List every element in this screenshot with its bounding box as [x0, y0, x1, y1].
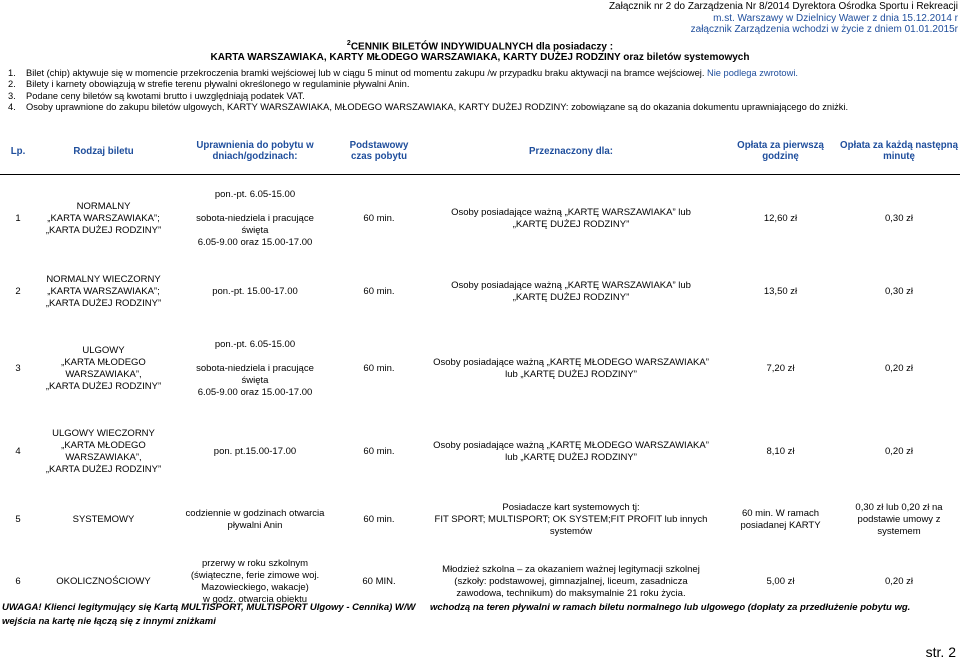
cell-intended-for-line: lub „KARTĘ DUŻEJ RODZINY” — [505, 451, 637, 463]
cell-first-hour: 13,50 zł — [763, 286, 798, 297]
cell-basic-time: 60 min. — [363, 213, 395, 224]
cell-ticket-type-line: ULGOWY WIECZORNY — [52, 427, 155, 439]
cell-next-minute: 0,20 zł — [885, 362, 913, 374]
cell-ticket-type-line: „KARTA MŁODEGO — [61, 439, 146, 451]
cell-ticket-type-line: WARSZAWIAKA”, — [65, 368, 142, 380]
note-number: 3. — [8, 90, 16, 101]
cell-ticket-type-line: NORMALNY WIECZORNY — [46, 274, 161, 285]
cell-ticket-type-line: SYSTEMOWY — [72, 514, 135, 525]
header-intended-for: Przeznaczony dla: — [419, 128, 723, 175]
cell-rights-line: pon.-pt. 6.05-15.00 — [214, 338, 296, 350]
cell-first-hour: 7,20 zł — [766, 362, 795, 374]
header-first-hour: Opłata za pierwszą godzinę — [723, 128, 838, 175]
cell-intended-for-line: Osoby posiadające ważną „KARTĘ WARSZAWIAKA” lub — [451, 280, 691, 291]
note-text — [26, 79, 409, 90]
cell-rights-line: (świąteczne, ferie zimowe woj. — [190, 570, 320, 581]
cell-intended-for — [419, 263, 723, 321]
cell-intended-for-line: lub „KARTĘ DUŻEJ RODZINY” — [505, 368, 637, 380]
table-row — [0, 416, 960, 487]
cell-rights — [171, 416, 339, 487]
notes-list — [8, 68, 958, 113]
note-number: 2. — [8, 79, 16, 90]
cell-intended-for — [419, 487, 723, 553]
cell-rights-line: święta — [241, 225, 269, 236]
cell-first-hour: 60 min. W ramach posiadanej KARTY — [740, 508, 821, 531]
cell-next-minute: 0,20 zł — [885, 576, 913, 587]
cell-intended-for-line: (szkoły: podstawowej, gimnazjalnej, liceum, zasadnicza — [454, 576, 688, 587]
cell-ticket-type — [36, 263, 171, 321]
cell-rights-line: Mazowieckiego, wakacje) — [201, 582, 309, 593]
cell-ticket-type-line: „KARTA WARSZAWIAKA”; — [47, 286, 160, 297]
note-main-text: Osoby uprawnione do zakupu biletów ulgowych, KARTY WARSZAWIAKA, MŁODEGO WARSZAWIAKA, KARTY DUŻEJ RODZINY: zobowiązane są do okazania dokumentu uprawniającego do zniżki. — [26, 101, 849, 112]
cell-basic-time: 60 MIN. — [362, 576, 396, 587]
cell-lp: 3 — [15, 362, 21, 374]
cell-rights-line: sobota-niedziela i pracujące — [196, 362, 314, 374]
cell-rights-line — [173, 201, 337, 213]
document-subtitle: KARTA WARSZAWIAKA, KARTY MŁODEGO WARSZAWIAKA, KARTY DUŻEJ RODZINY oraz biletów systemowych — [210, 52, 750, 63]
cell-first-hour: 5,00 zł — [766, 576, 795, 587]
cell-lp: 6 — [15, 576, 21, 587]
note-number: 4. — [8, 101, 16, 112]
cell-first-hour: 8,10 zł — [766, 445, 795, 457]
cell-ticket-type-line: „KARTA DUŻEJ RODZINY” — [45, 380, 162, 392]
cell-ticket-type-line: NORMALNY — [76, 201, 131, 212]
cell-basic-time: 60 min. — [363, 445, 395, 457]
cell-intended-for-line: Osoby posiadające ważną „KARTĘ WARSZAWIAKA” lub — [451, 207, 691, 218]
header-line-2: m.st. Warszawy w Dzielnicy Wawer z dnia 15.12.2014 r — [713, 12, 958, 24]
cell-intended-for-line: „KARTĘ DUŻEJ RODZINY” — [512, 219, 630, 230]
cell-rights — [171, 175, 339, 264]
cell-ticket-type-line: „KARTA DUŻEJ RODZINY” — [45, 225, 162, 236]
cell-next-minute: 0,20 zł — [885, 445, 913, 457]
cell-ticket-type-line: „KARTA MŁODEGO — [61, 356, 146, 368]
cell-ticket-type — [36, 487, 171, 553]
cell-intended-for — [419, 416, 723, 487]
cell-rights — [171, 263, 339, 321]
cell-rights-line: 6.05-9.00 oraz 15.00-17.00 — [197, 386, 313, 398]
header-next-minute: Opłata za każdą następną minutę — [838, 128, 960, 175]
cell-ticket-type — [36, 175, 171, 264]
note-item — [8, 68, 958, 79]
cell-rights-line: pon. pt.15.00-17.00 — [213, 445, 297, 457]
cell-next-minute: 0,30 zł — [885, 213, 913, 224]
cell-rights-line: codziennie w godzinach otwarcia — [185, 508, 325, 519]
cell-ticket-type — [36, 321, 171, 416]
footer-right: wchodzą na teren pływalni w ramach biletu normalnego lub ulgowego (dopłaty za przedłużenie pobytu wg. — [430, 602, 911, 613]
cell-intended-for-line: Młodzież szkolna – za okazaniem ważnej legitymacji szkolnej — [442, 564, 700, 575]
header-line-3: załącznik Zarządzenia wchodzi w życie z dniem 01.01.2015r — [690, 24, 958, 35]
cell-ticket-type — [36, 416, 171, 487]
cell-intended-for-line: Osoby posiadające ważną „KARTĘ MŁODEGO WARSZAWIAKA” — [433, 439, 709, 451]
document-title — [0, 40, 960, 52]
cell-rights-line — [173, 351, 337, 363]
cell-rights-line: święta — [241, 374, 269, 386]
header-lp: Lp. — [0, 128, 36, 175]
header-ticket-type: Rodzaj biletu — [36, 128, 171, 175]
cell-basic-time: 60 min. — [363, 514, 395, 525]
cell-ticket-type-line: OKOLICZNOŚCIOWY — [56, 576, 151, 587]
note-item — [8, 102, 958, 113]
document-header — [609, 1, 958, 36]
title-superscript: 2 — [346, 40, 351, 47]
cell-rights-line: pływalni Anin — [227, 520, 283, 531]
cell-ticket-type-line: „KARTA DUŻEJ RODZINY” — [45, 463, 162, 475]
cell-rights-line: sobota-niedziela i pracujące — [196, 213, 314, 224]
title-line-1: CENNIK BILETÓW INDYWIDUALNYCH dla posiadaczy : — [350, 41, 614, 53]
note-text — [26, 102, 848, 113]
note-number: 1. — [8, 68, 16, 78]
table-header-row — [0, 128, 960, 175]
cell-rights-line: przerwy w roku szkolnym — [201, 558, 309, 569]
note-text — [26, 91, 305, 102]
cell-rights — [171, 321, 339, 416]
table-row — [0, 321, 960, 416]
header-basic-time: Podstawowy czas pobytu — [339, 128, 419, 175]
cell-next-minute: 0,30 zł lub 0,20 zł na podstawie umowy z systemem — [855, 502, 943, 537]
cell-rights-line: pon.-pt. 6.05-15.00 — [214, 189, 296, 200]
cell-rights-line: 6.05-9.00 oraz 15.00-17.00 — [197, 237, 313, 248]
cell-lp: 5 — [15, 514, 21, 525]
note-main-text: Bilet (chip) aktywuje się w momencie przekroczenia bramki wejściowej lub w ciągu 5 minut od momentu zakupu /w przypadku braku aktywacji na bramce wejściowej. — [26, 68, 705, 78]
cell-ticket-type-line: WARSZAWIAKA”, — [65, 451, 142, 463]
cell-intended-for-line: Osoby posiadające ważną „KARTĘ MŁODEGO WARSZAWIAKA” — [433, 356, 709, 368]
note-item — [8, 91, 958, 102]
cell-basic-time: 60 min. — [363, 286, 395, 297]
cell-intended-for — [419, 321, 723, 416]
note-main-text: Bilety i karnety obowiązują w strefie terenu pływalni określonego w regulaminie pływalni Anin. — [26, 79, 410, 90]
note-tail-text: Nie podlega zwrotowi. — [704, 68, 798, 78]
footer-left: UWAGA! Klienci legitymujący się Kartą MULTISPORT, MULTISPORT Ulgowy - Cennika) W/W wejścia na kartę nie łączą się z innymi zniżkami — [2, 602, 416, 627]
note-text — [26, 68, 798, 79]
cell-next-minute: 0,30 zł — [885, 286, 913, 297]
cell-lp: 2 — [15, 286, 21, 297]
cell-ticket-type-line: „KARTA DUŻEJ RODZINY” — [45, 298, 162, 309]
cell-ticket-type-line: ULGOWY — [82, 344, 125, 356]
cell-rights-line: w godz. otwarcia obiektu — [202, 594, 308, 605]
cell-rights-line: pon.-pt. 15.00-17.00 — [212, 286, 298, 297]
cell-intended-for-line: Posiadacze kart systemowych tj: — [502, 502, 640, 513]
cell-rights — [171, 487, 339, 553]
table-row — [0, 175, 960, 264]
table-row — [0, 263, 960, 321]
header-line-1: Załącznik nr 2 do Zarządzenia Nr 8/2014 Dyrektora Ośrodka Sportu i Rekreacji — [608, 1, 958, 12]
table-row — [0, 487, 960, 553]
cell-ticket-type-line: „KARTA WARSZAWIAKA”; — [47, 213, 160, 224]
note-main-text: Podane ceny biletów są kwotami brutto i uwzględniają podatek VAT. — [26, 90, 305, 101]
note-item — [8, 79, 958, 90]
cell-intended-for-line: zawodowa, technikum) do maksymalnie 21 roku życia. — [456, 588, 686, 599]
header-rights: Uprawnienia do pobytu w dniach/godzinach: — [171, 128, 339, 175]
cell-lp: 4 — [15, 445, 21, 457]
cell-lp: 1 — [15, 213, 21, 224]
cell-intended-for-line: systemów — [549, 526, 593, 537]
price-table — [0, 128, 960, 611]
cell-intended-for — [419, 175, 723, 264]
cell-intended-for-line: „KARTĘ DUŻEJ RODZINY” — [512, 292, 630, 303]
cell-basic-time: 60 min. — [363, 362, 395, 374]
cell-first-hour: 12,60 zł — [763, 213, 798, 224]
page-number: str. 2 — [925, 644, 956, 660]
cell-intended-for-line: FIT SPORT; MULTISPORT; OK SYSTEM;FIT PROFIT lub innych — [434, 514, 708, 525]
